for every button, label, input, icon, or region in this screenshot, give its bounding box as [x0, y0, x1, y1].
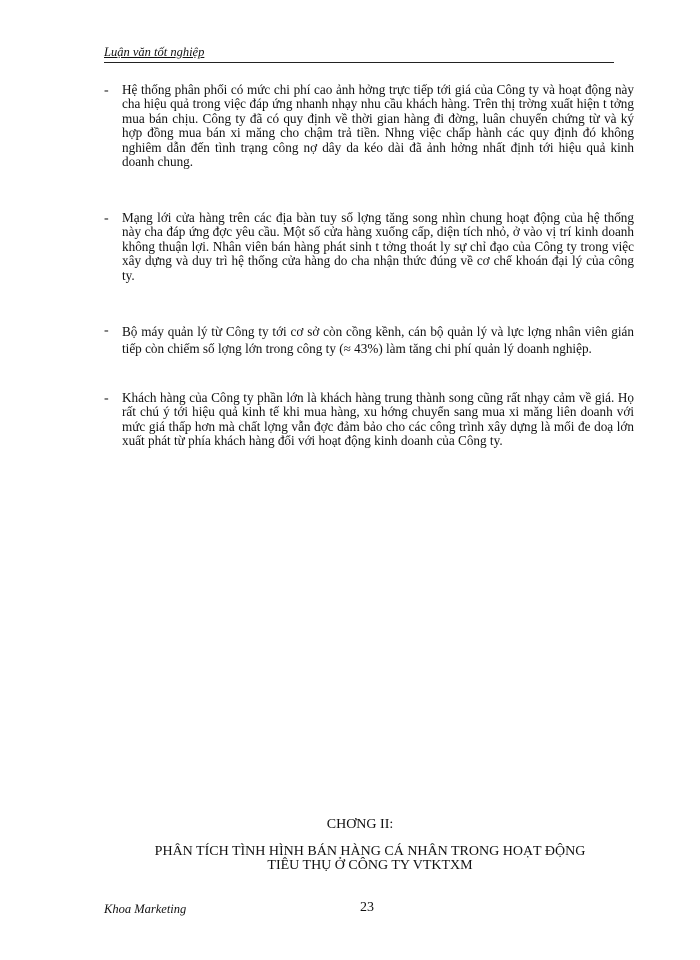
bullet-dash: - [104, 83, 109, 98]
page-number: 23 [360, 900, 374, 915]
chapter-label: CHƠNG II: [326, 817, 394, 832]
bullet-dash: - [104, 211, 109, 226]
header-rule [104, 62, 614, 63]
bullet-dash: - [104, 323, 109, 338]
bullet-item [104, 211, 634, 307]
bullet-text: Khách hàng của Công ty phần lớn là khách hàng trung thành song cũng rất nhạy cảm về giá. Họ rất chú ý tới hiệu quả kinh tế khi mua hàng, xu hớng chuyển sang mua xi măng liên doanh với mức giá thấp hơn mà chất lợng vẫn đợc đảm bảo cho các công trình xây dựng là mối đe doạ lớn xuất phát từ phía khách hàng đối với hoạt động kinh doanh của Công ty. [122, 390, 634, 449]
bullet-item [104, 83, 634, 195]
bullet-text: Bộ máy quản lý từ Công ty tới cơ sở còn cồng kềnh, cán bộ quản lý và lực lợng nhân viên gián tiếp còn chiếm số lợng lớn trong công ty (≈ 43%) làm tăng chi phí quản lý doanh nghiệp. [122, 324, 634, 356]
page-header [104, 43, 614, 63]
chapter-title-line2: TIÊU THỤ Ở CÔNG TY VTKTXM [267, 858, 473, 873]
bullet-dash: - [104, 391, 109, 406]
bullet-item [104, 323, 634, 373]
bullet-text: Hệ thống phân phối có mức chi phí cao ảnh hởng trực tiếp tới giá của Công ty và hoạt động này cha hiệu quả trong việc đáp ứng nhanh nhạy nhu cầu khách hàng. Trên thị trờng xuất hiện t tởng mua bán chịu. Công ty đã có quy định về thời gian hàng đi đờng, luân chuyển chứng từ và ký hợp đồng mua bán xi măng cho chậm trả tiền. Nhng việc chấp hành các quy định đó không nghiêm dẫn đến tình trạng công nợ dây da kéo dài đã ảnh hởng nhất định tới hiệu quả kinh doanh chung. [122, 82, 634, 170]
header-title: Luận văn tốt nghiệp [104, 45, 205, 59]
bullet-text: Mạng lới cửa hàng trên các địa bàn tuy số lợng tăng song nhìn chung hoạt động của hệ thống này cha đáp ứng đợc yêu cầu. Một số cửa hàng xuống cấp, diện tích nhỏ, ở vào vị trí kinh doanh không thuận lợi. Nhân viên bán hàng phát sinh t tởng thoát ly sự chỉ đạo của Công ty trong việc xây dựng và duy trì hệ thống cửa hàng do cha nhận thức đúng về cơ chế khoán đại lý của công ty. [122, 210, 634, 283]
bullet-item [104, 391, 634, 471]
chapter-title-line1: PHÂN TÍCH TÌNH HÌNH BÁN HÀNG CÁ NHÂN TRONG HOẠT ĐỘNG [154, 844, 586, 859]
footer-department: Khoa Marketing [104, 902, 187, 916]
